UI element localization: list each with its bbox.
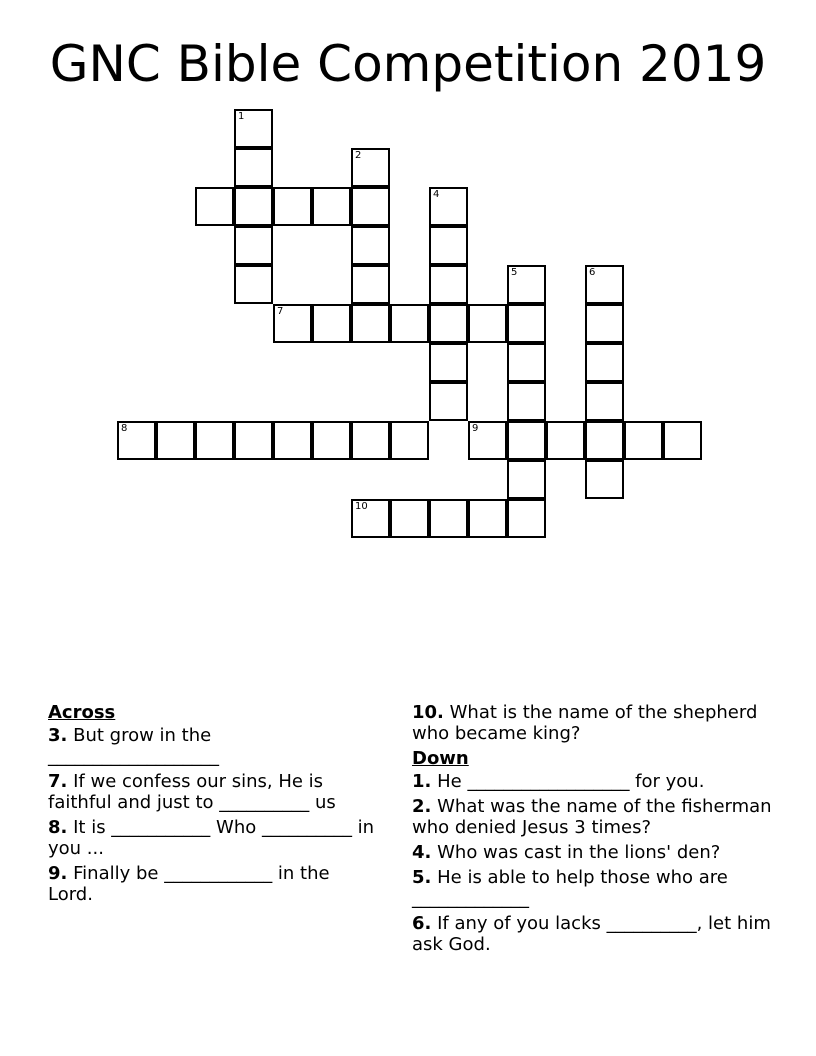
grid-cell[interactable] bbox=[585, 382, 624, 421]
clue-text: Finally be ____________ in the Lord. bbox=[48, 863, 330, 905]
grid-cell[interactable] bbox=[273, 421, 312, 460]
clue-number: 3. bbox=[48, 725, 68, 746]
clue-text: It is ___________ Who __________ in you ... bbox=[48, 817, 375, 859]
grid-cell[interactable] bbox=[585, 460, 624, 499]
cell-number: 2 bbox=[355, 150, 362, 161]
grid-cell[interactable] bbox=[429, 226, 468, 265]
clue-number: 10. bbox=[412, 702, 444, 723]
grid-cell[interactable] bbox=[234, 226, 273, 265]
clue-text: But grow in the ___________________ bbox=[48, 725, 219, 767]
down-clue-4 bbox=[412, 842, 792, 863]
down-clue-2 bbox=[412, 796, 792, 838]
grid-cell[interactable] bbox=[351, 226, 390, 265]
clue-number: 9. bbox=[48, 863, 68, 884]
grid-cell[interactable] bbox=[312, 187, 351, 226]
grid-cell[interactable] bbox=[351, 421, 390, 460]
clue-column-right bbox=[412, 702, 792, 959]
grid-cell[interactable] bbox=[429, 265, 468, 304]
grid-cell[interactable] bbox=[273, 187, 312, 226]
grid-cell[interactable] bbox=[585, 304, 624, 343]
grid-cell[interactable] bbox=[507, 499, 546, 538]
grid-cell[interactable] bbox=[390, 304, 429, 343]
grid-cell[interactable] bbox=[273, 304, 312, 343]
cell-number: 4 bbox=[433, 189, 440, 200]
grid-cell[interactable] bbox=[663, 421, 702, 460]
down-heading: Down bbox=[412, 748, 469, 769]
grid-cell[interactable] bbox=[117, 421, 156, 460]
across-clue-7 bbox=[48, 771, 378, 813]
grid-cell[interactable] bbox=[390, 499, 429, 538]
grid-cell[interactable] bbox=[585, 265, 624, 304]
cell-number: 5 bbox=[511, 267, 518, 278]
clue-number: 5. bbox=[412, 867, 432, 888]
grid-cell[interactable] bbox=[351, 499, 390, 538]
grid-cell[interactable] bbox=[507, 421, 546, 460]
grid-cell[interactable] bbox=[351, 187, 390, 226]
down-clue-5 bbox=[412, 867, 792, 909]
grid-cell[interactable] bbox=[468, 421, 507, 460]
grid-cell[interactable] bbox=[585, 343, 624, 382]
grid-cell[interactable] bbox=[234, 265, 273, 304]
clue-text: If any of you lacks __________, let him ask God. bbox=[412, 913, 771, 955]
grid-cell[interactable] bbox=[234, 187, 273, 226]
across-heading: Across bbox=[48, 702, 116, 723]
grid-cell[interactable] bbox=[390, 421, 429, 460]
across-clue-8 bbox=[48, 817, 378, 859]
clue-text: If we confess our sins, He is faithful and just to __________ us bbox=[48, 771, 336, 813]
grid-cell[interactable] bbox=[351, 304, 390, 343]
grid-cell[interactable] bbox=[429, 343, 468, 382]
grid-cell[interactable] bbox=[234, 109, 273, 148]
grid-cell[interactable] bbox=[429, 499, 468, 538]
grid-cell[interactable] bbox=[351, 265, 390, 304]
grid-cell[interactable] bbox=[468, 304, 507, 343]
clue-text: He __________________ for you. bbox=[437, 771, 705, 792]
clue-number: 1. bbox=[412, 771, 432, 792]
grid-cell[interactable] bbox=[234, 148, 273, 187]
page-title: GNC Bible Competition 2019 bbox=[49, 35, 767, 93]
clue-number: 7. bbox=[48, 771, 68, 792]
grid-cell[interactable] bbox=[624, 421, 663, 460]
grid-cell[interactable] bbox=[195, 187, 234, 226]
down-clue-1 bbox=[412, 771, 792, 792]
clue-column-left bbox=[48, 702, 378, 909]
grid-cell[interactable] bbox=[507, 343, 546, 382]
across-clue-3 bbox=[48, 725, 378, 767]
grid-cell[interactable] bbox=[351, 148, 390, 187]
grid-cell[interactable] bbox=[546, 421, 585, 460]
clue-text: He is able to help those who are _____________ bbox=[412, 867, 728, 909]
cell-number: 9 bbox=[472, 423, 479, 434]
clue-text: What is the name of the shepherd who became king? bbox=[412, 702, 758, 744]
clue-number: 8. bbox=[48, 817, 68, 838]
grid-cell[interactable] bbox=[507, 382, 546, 421]
grid-cell[interactable] bbox=[195, 421, 234, 460]
grid-cell[interactable] bbox=[234, 421, 273, 460]
clue-number: 2. bbox=[412, 796, 432, 817]
grid-cell[interactable] bbox=[429, 382, 468, 421]
clue-text: What was the name of the fisherman who denied Jesus 3 times? bbox=[412, 796, 772, 838]
grid-cell[interactable] bbox=[468, 499, 507, 538]
across-clue-9 bbox=[48, 863, 378, 905]
clue-number: 4. bbox=[412, 842, 432, 863]
down-clue-6 bbox=[412, 913, 792, 955]
grid-cell[interactable] bbox=[585, 421, 624, 460]
grid-cell[interactable] bbox=[429, 187, 468, 226]
grid-cell[interactable] bbox=[507, 460, 546, 499]
grid-cell[interactable] bbox=[312, 421, 351, 460]
clue-text: Who was cast in the lions' den? bbox=[437, 842, 721, 863]
cell-number: 6 bbox=[589, 267, 596, 278]
clue-number: 6. bbox=[412, 913, 432, 934]
cell-number: 10 bbox=[355, 501, 368, 512]
cell-number: 8 bbox=[121, 423, 128, 434]
grid-cell[interactable] bbox=[312, 304, 351, 343]
across-clue-10 bbox=[412, 702, 792, 744]
grid-cell[interactable] bbox=[429, 304, 468, 343]
grid-cell[interactable] bbox=[156, 421, 195, 460]
cell-number: 7 bbox=[277, 306, 284, 317]
cell-number: 1 bbox=[238, 111, 245, 122]
grid-cell[interactable] bbox=[507, 265, 546, 304]
grid-cell[interactable] bbox=[507, 304, 546, 343]
